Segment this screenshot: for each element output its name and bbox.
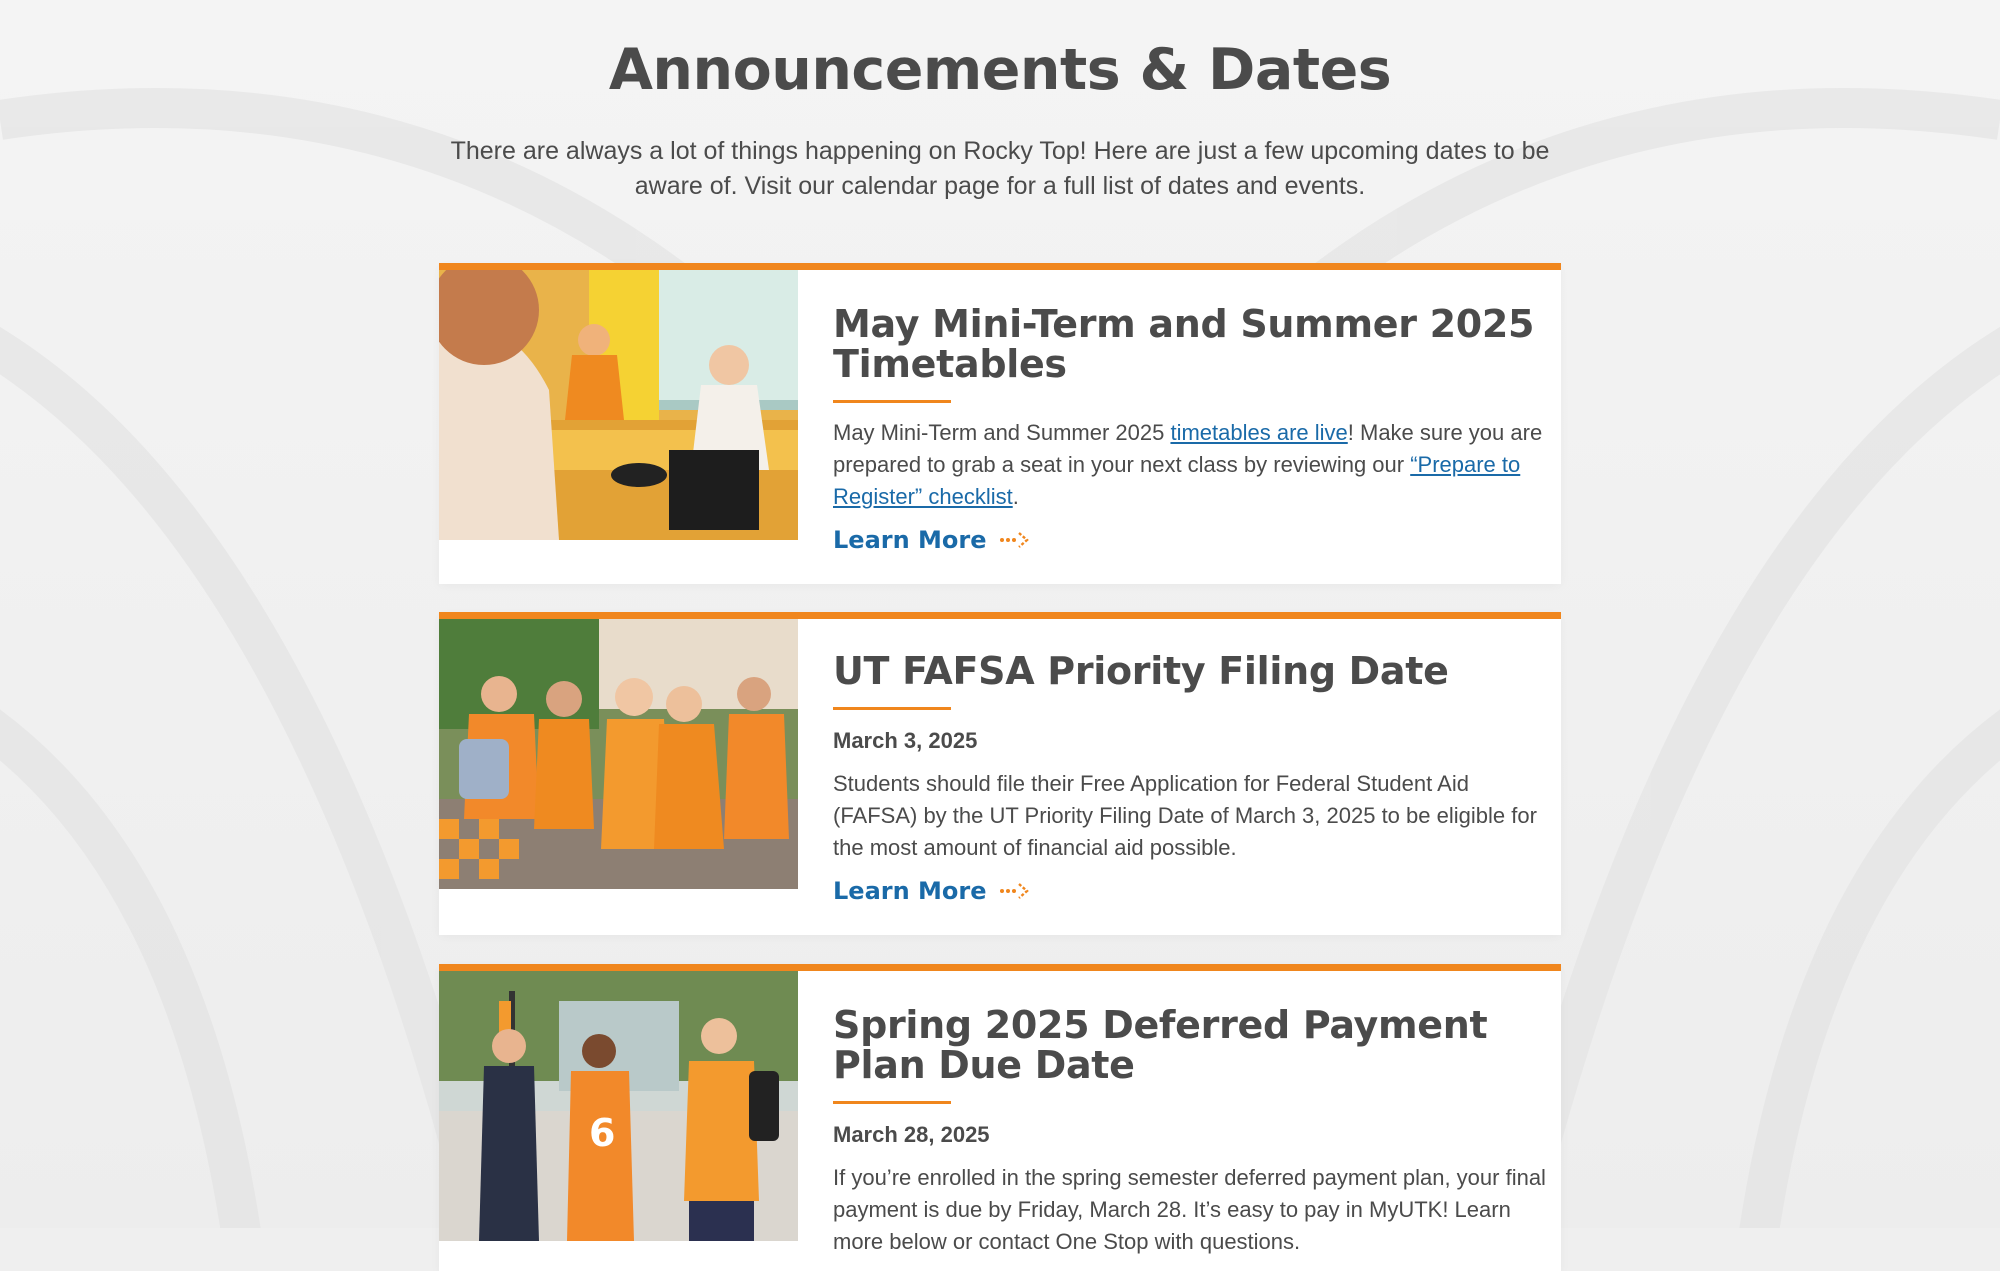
learn-more-link[interactable]: Learn More	[833, 877, 1031, 905]
card-title: UT FAFSA Priority Filing Date	[833, 649, 1449, 693]
section-intro: There are always a lot of things happening on Rocky Top! Here are just a few upcoming dates to be aware of. Visit our calendar page for a full list of dates and events.	[450, 137, 1550, 200]
card-title: May Mini-Term and Summer 2025 Timetables	[833, 302, 1535, 386]
learn-more-link[interactable]: Learn More	[833, 526, 1031, 554]
card-date: March 3, 2025	[833, 728, 978, 753]
card-photo-students-selfie	[439, 619, 798, 889]
card-text: May Mini-Term and Summer 2025 timetables are live! Make sure you are prepared to grab a seat in your next class by reviewing our “Prepare to Register” checklist.	[833, 420, 1543, 509]
page-title: Announcements & Dates	[608, 37, 1392, 103]
card-title: Spring 2025 Deferred Payment Plan Due Date	[833, 1003, 1488, 1087]
dotted-arrow-icon	[999, 529, 1031, 551]
card-photo-students-walkway	[439, 971, 798, 1241]
timetables-link[interactable]: timetables are live	[1170, 420, 1348, 445]
announcement-card	[439, 964, 1561, 1271]
announcement-card	[439, 612, 1561, 935]
dotted-arrow-icon	[999, 880, 1031, 902]
announcement-card	[439, 263, 1561, 584]
title-underline	[833, 400, 951, 403]
svg-text:6: 6	[589, 1111, 616, 1155]
card-date: March 28, 2025	[833, 1122, 990, 1147]
card-text: Students should file their Free Application for Federal Student Aid (FAFSA) by the UT Priority Filing Date of March 3, 2025 to be eligible for the most amount of financial aid possible.	[833, 771, 1537, 860]
card-text: If you’re enrolled in the spring semester deferred payment plan, your final payment is due by Friday, March 28. It’s easy to pay in MyUTK! Learn more below or contact One Stop with questions.	[833, 1165, 1546, 1254]
card-photo-registration-desk	[439, 270, 798, 540]
title-underline	[833, 707, 951, 710]
title-underline	[833, 1101, 951, 1104]
prepare-to-register-link[interactable]: “Prepare to Register” checklist	[833, 452, 1521, 509]
